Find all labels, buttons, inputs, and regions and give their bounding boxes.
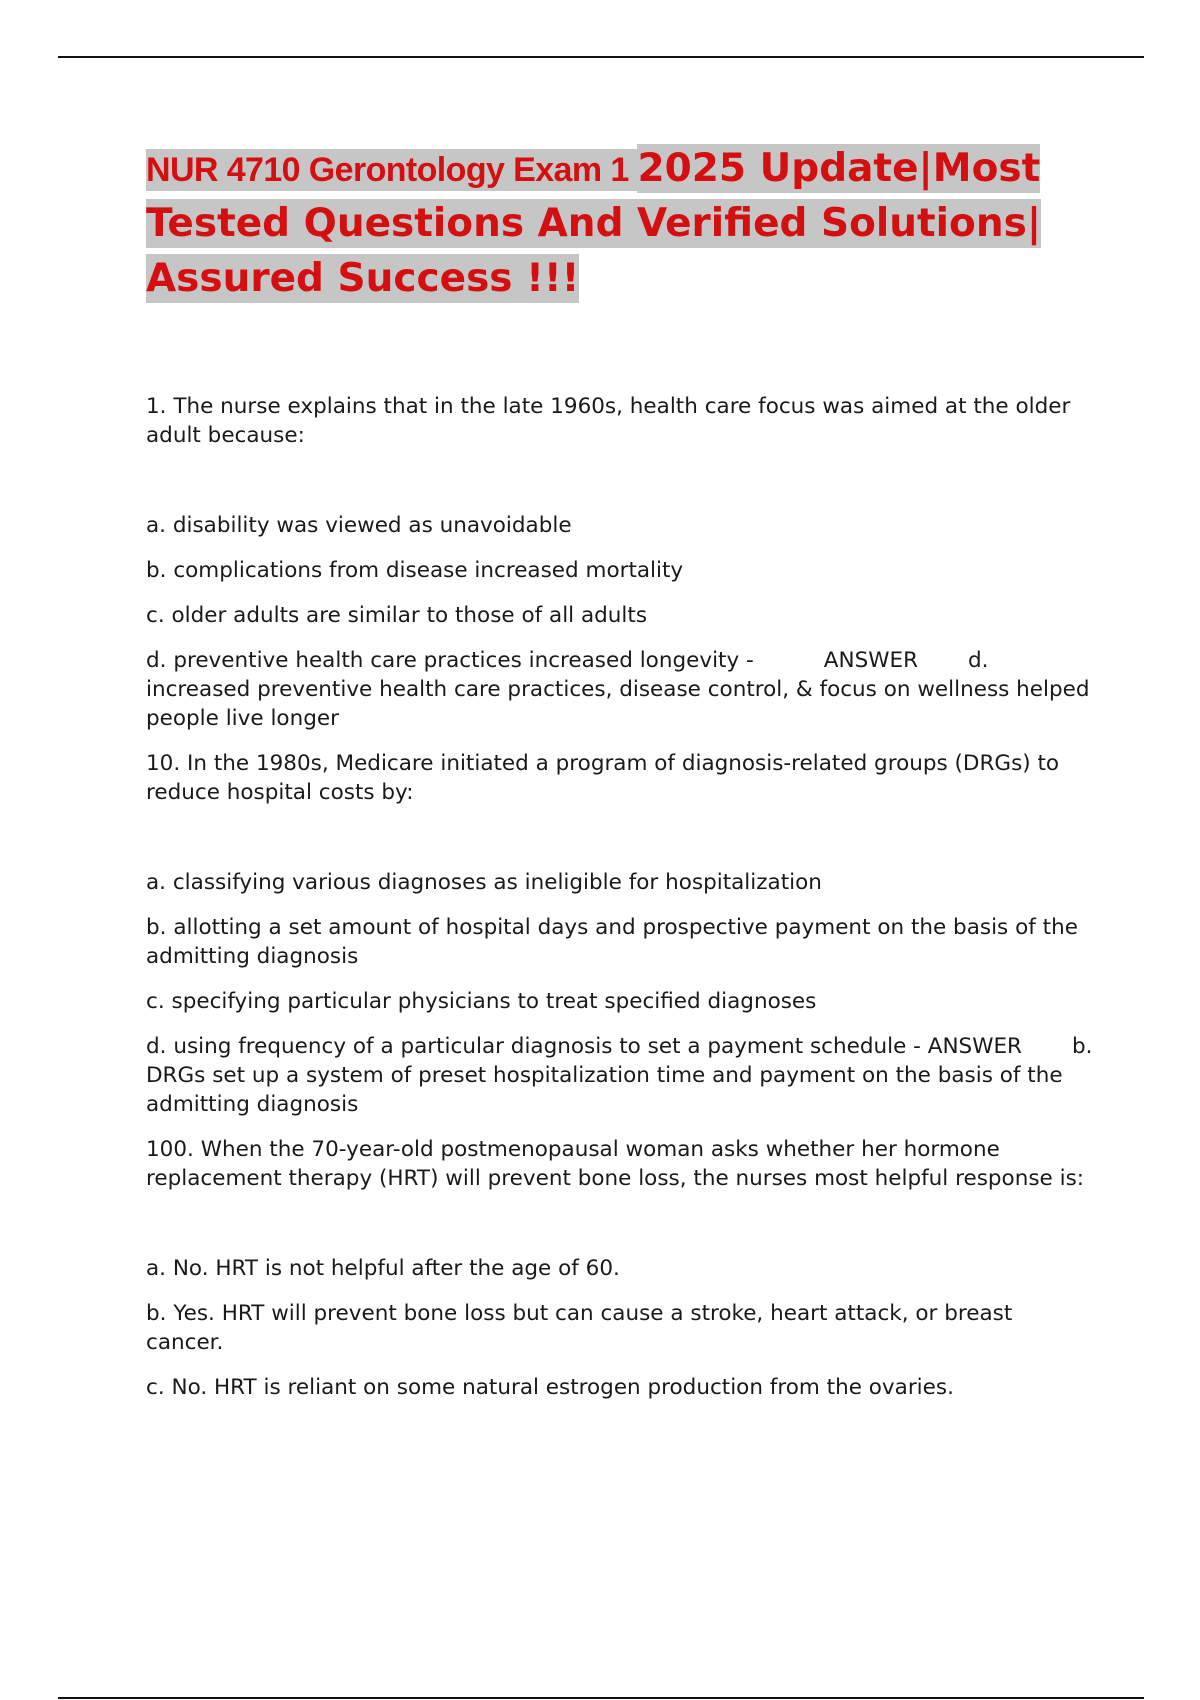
answer-option: a. No. HRT is not helpful after the age of 60. — [146, 1256, 620, 1281]
answer-option: b. allotting a set amount of hospital days and prospective payment on the basis of the admitting diagnosis — [146, 915, 1078, 969]
question-prompt: 10. In the 1980s, Medicare initiated a program of diagnosis-related groups (DRGs) to reduce hospital costs by: — [146, 751, 1060, 805]
answer-option: c. specifying particular physicians to treat specified diagnoses — [146, 989, 817, 1014]
answer-option: b. complications from disease increased mortality — [146, 558, 684, 583]
answer-option: a. classifying various diagnoses as ineligible for hospitalization — [146, 870, 822, 895]
footer-rule — [58, 1697, 1144, 1699]
answer-option-with-answer — [146, 646, 1096, 733]
answer-explanation: d. increased preventive health care practices, disease control, & focus on wellness helped people live longer — [146, 648, 1090, 731]
answer-label: ANSWER — [927, 1034, 1022, 1059]
answer-option-text: d. preventive health care practices increased longevity - — [146, 648, 754, 673]
document-title — [146, 142, 1106, 307]
answer-option: a. disability was viewed as unavoidable — [146, 513, 572, 538]
question-prompt: 100. When the 70-year-old postmenopausal woman asks whether her hormone replacement therapy (HRT) will prevent bone loss, the nurses most helpful response is: — [146, 1137, 1085, 1191]
answer-label: ANSWER — [823, 648, 919, 673]
title-subtitle: 2025 Update|Most Tested Questions And Verified Solutions| Assured Success !!! — [146, 146, 1042, 301]
answer-explanation: b. DRGs set up a system of preset hospitalization time and payment on the basis of the admitting diagnosis — [146, 1034, 1093, 1117]
title-course: NUR 4710 Gerontology Exam 1 — [146, 151, 638, 189]
answer-option: c. No. HRT is reliant on some natural estrogen production from the ovaries. — [146, 1375, 954, 1400]
answer-option-text: d. using frequency of a particular diagnosis to set a payment schedule - — [146, 1034, 921, 1059]
question-prompt: 1. The nurse explains that in the late 1960s, health care focus was aimed at the older adult because: — [146, 394, 1071, 448]
question-list — [146, 392, 1096, 1418]
answer-option: b. Yes. HRT will prevent bone loss but can cause a stroke, heart attack, or breast cancer. — [146, 1301, 1013, 1355]
header-rule — [58, 56, 1144, 58]
answer-option-with-answer — [146, 1032, 1096, 1119]
answer-option: c. older adults are similar to those of all adults — [146, 603, 648, 628]
